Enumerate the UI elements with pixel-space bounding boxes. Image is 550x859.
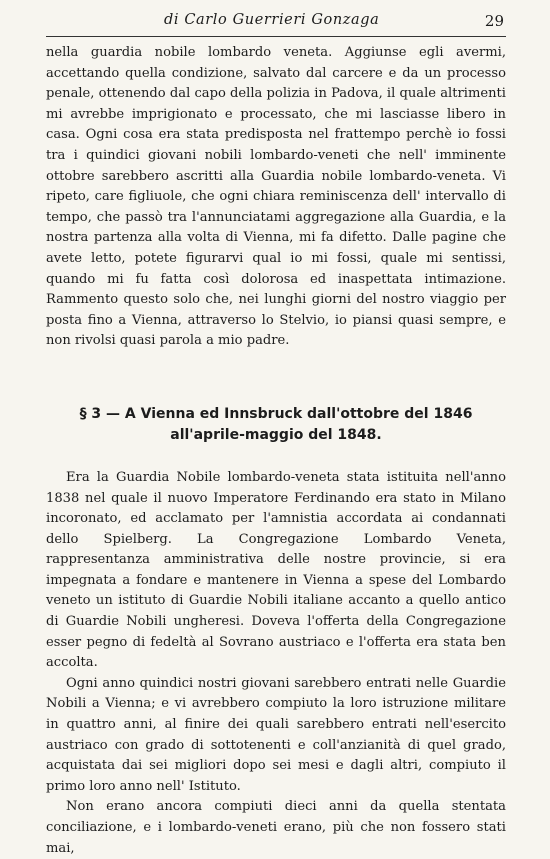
page-number: 29 [484, 12, 504, 30]
section-heading-line: all'aprile-maggio del 1848. [170, 426, 382, 443]
page-header [46, 0, 506, 37]
running-head: di Carlo Guerrieri Gonzaga [164, 12, 380, 28]
paragraph: nella guardia nobile lombardo veneta. Aggiunse egli avermi, accettando quella condizione, salvato dal carcere e da un processo penale, ottenendo dal capo della polizia in Padova, il quale altrimenti mi avrebbe imprigionato e processato, che mi lasciasse libero in casa. Ogni cosa era stata predisposta nel frattempo perchè io fossi tra i quindici giovani nobili lombardo-veneti che nell' imminente ottobre sarebbero ascritti alla Guardia nobile lombardo-veneta. Vi ripeto, care figliuole, che ogni chiara reminiscenza dell' intervallo di tempo, che passò tra l'annunciatami aggregazione alla Guardia, e la nostra partenza alla volta di Vienna, mi fa difetto. Dalle pagine che avete letto, potete figurarvi qual io mi fossi, quale mi sentissi, quando mi fu fatta così dolorosa ed inaspettata intimazione. Rammento questo solo che, nei lunghi giorni del nostro viaggio per posta fino a Vienna, attraverso lo Stelvio, io piansi quasi sempre, e non rivolsi quasi parola a mio padre. [46, 45, 506, 349]
paragraph: Era la Guardia Nobile lombardo-veneta stata istituita nell'anno 1838 nel quale il nuovo Imperatore Ferdinando era stato in Milano incoronato, ed acclamato per l'amnistia accordata ai condannati dello Spielberg. La Congregazione Lombardo Veneta, rappresentanza amministrativa delle nostre provincie, si era impegnata a fondare e mantenere in Vienna a spese del Lombardo veneto un istituto di Guardie Nobili italiane accanto a quello antico di Guardie Nobili ungheresi. Doveva l'offerta della Congregazione esser pegno di fedeltà al Sovrano austriaco e l'offerta era stata ben accolta. [46, 469, 506, 671]
section-heading [46, 404, 506, 446]
section-heading-line: § 3 — A Vienna ed Innsbruck dall'ottobre del 1846 [79, 405, 473, 422]
paragraph: Ogni anno quindici nostri giovani sarebbero entrati nelle Guardie Nobili a Vienna; e vi avrebbero compiuto la loro istruzione militare in quattro anni, al finire dei quali sarebbero entrati nell'esercito austriaco con grado di sottotenenti e coll'anzianità di quel grado, acquistata dai sei migliori dopo sei mesi e dagli altri, compiuto il primo loro anno nell' Istituto. [46, 675, 506, 794]
body-text [46, 43, 506, 859]
paragraph: Non erano ancora compiuti dieci anni da quella stentata conciliazione, e i lombardo-veneti erano, più che non fossero stati mai, [46, 799, 506, 856]
